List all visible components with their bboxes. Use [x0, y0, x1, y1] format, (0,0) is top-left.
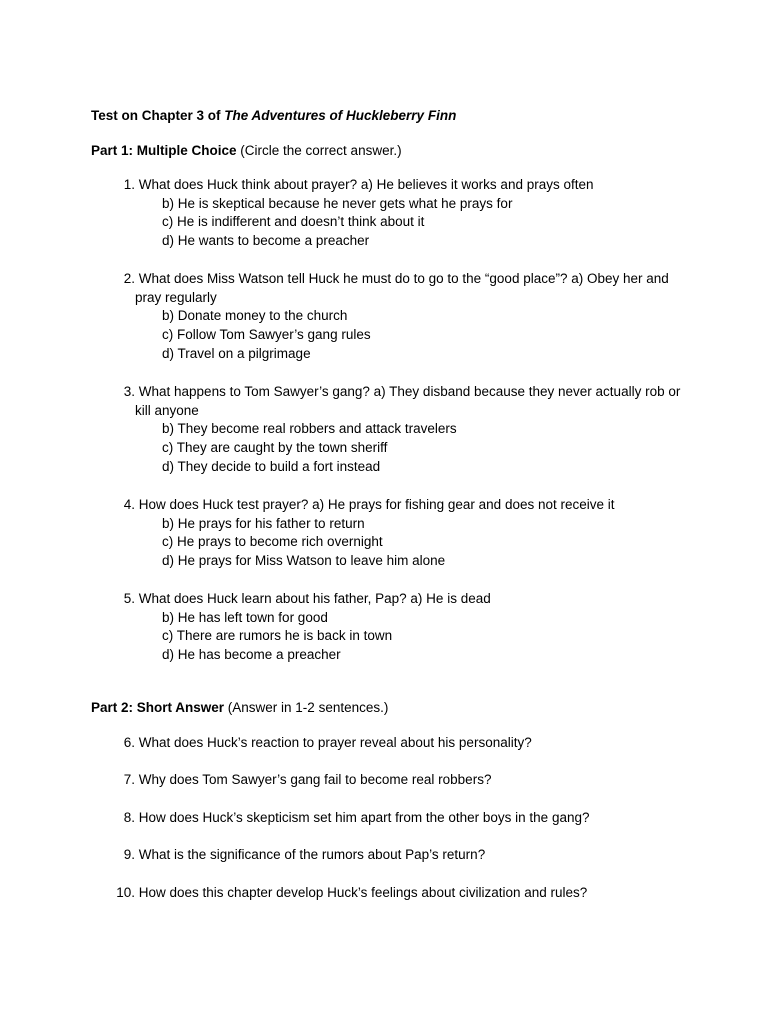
part2-label: Part 2: Short Answer: [91, 700, 225, 715]
question-number: 9.: [123, 847, 135, 862]
question-text: [135, 771, 692, 790]
question-stem: What does Miss Watson tell Huck he must do to go to the “good place”? a) Obey her and pray regularly: [135, 271, 669, 305]
question-text: [135, 496, 692, 515]
question-text: [135, 884, 692, 903]
part1-heading: [91, 142, 402, 161]
question-6: [112, 734, 692, 753]
option-d: d) He has become a preacher: [162, 647, 341, 663]
option-d: d) He prays for Miss Watson to leave him alone: [162, 553, 446, 569]
question-2: [112, 270, 692, 364]
question-stem: What does Huck think about prayer? a) He believes it works and prays often: [138, 177, 594, 192]
book-title: The Adventures of Huckleberry Finn: [224, 108, 457, 123]
question-number: 4.: [123, 497, 135, 512]
option-c: c) There are rumors he is back in town: [162, 628, 393, 644]
question-number: 5.: [123, 591, 135, 606]
question-3: [112, 383, 692, 477]
question-1: [112, 176, 692, 251]
question-number: 8.: [123, 810, 135, 825]
test-title: [91, 107, 456, 126]
question-10: [112, 884, 692, 903]
question-8: [112, 809, 692, 828]
question-number: 1.: [123, 177, 135, 192]
question-stem: How does Huck test prayer? a) He prays for fishing gear and does not receive it: [138, 497, 615, 512]
part1-instruction: (Circle the correct answer.): [236, 143, 402, 158]
option-c: c) He prays to become rich overnight: [162, 534, 383, 550]
option-b: b) Donate money to the church: [162, 308, 348, 324]
question-stem: What happens to Tom Sawyer’s gang? a) They disband because they never actually rob or kill anyone: [135, 384, 681, 418]
question-number: 7.: [123, 772, 135, 787]
part2-instruction: (Answer in 1-2 sentences.): [224, 700, 389, 715]
option-c: c) They are caught by the town sheriff: [162, 440, 388, 456]
question-text: [135, 383, 692, 420]
title-prefix: Test on Chapter 3 of: [91, 108, 225, 123]
option-d: d) He wants to become a preacher: [162, 233, 370, 249]
question-text: [135, 809, 692, 828]
option-c: c) Follow Tom Sawyer’s gang rules: [162, 327, 371, 343]
option-b: b) He prays for his father to return: [162, 515, 365, 531]
part1-label: Part 1: Multiple Choice: [91, 143, 237, 158]
question-9: [112, 846, 692, 865]
question-number: 10.: [116, 885, 135, 900]
question-stem: How does this chapter develop Huck’s feelings about civilization and rules?: [138, 885, 588, 900]
question-4: [112, 496, 692, 571]
question-number: 6.: [123, 735, 135, 750]
option-b: b) They become real robbers and attack travelers: [162, 421, 457, 437]
option-c: c) He is indifferent and doesn’t think about it: [162, 214, 425, 230]
question-stem: How does Huck’s skepticism set him apart from the other boys in the gang?: [138, 810, 590, 825]
option-d: d) Travel on a pilgrimage: [162, 345, 311, 361]
question-stem: What is the significance of the rumors about Pap’s return?: [138, 847, 486, 862]
option-d: d) They decide to build a fort instead: [162, 458, 381, 474]
option-b: b) He is skeptical because he never gets what he prays for: [162, 195, 513, 211]
option-b: b) He has left town for good: [162, 609, 328, 625]
part2-heading: [91, 699, 388, 718]
question-7: [112, 771, 692, 790]
question-text: [135, 270, 692, 307]
question-text: [135, 590, 692, 609]
question-text: [135, 846, 692, 865]
question-stem: What does Huck learn about his father, Pap? a) He is dead: [138, 591, 491, 606]
question-number: 2.: [123, 271, 135, 286]
question-text: [135, 176, 692, 195]
question-text: [135, 734, 692, 753]
question-number: 3.: [123, 384, 135, 399]
question-stem: Why does Tom Sawyer’s gang fail to become real robbers?: [138, 772, 492, 787]
question-stem: What does Huck’s reaction to prayer reveal about his personality?: [138, 735, 532, 750]
question-5: [112, 590, 692, 665]
